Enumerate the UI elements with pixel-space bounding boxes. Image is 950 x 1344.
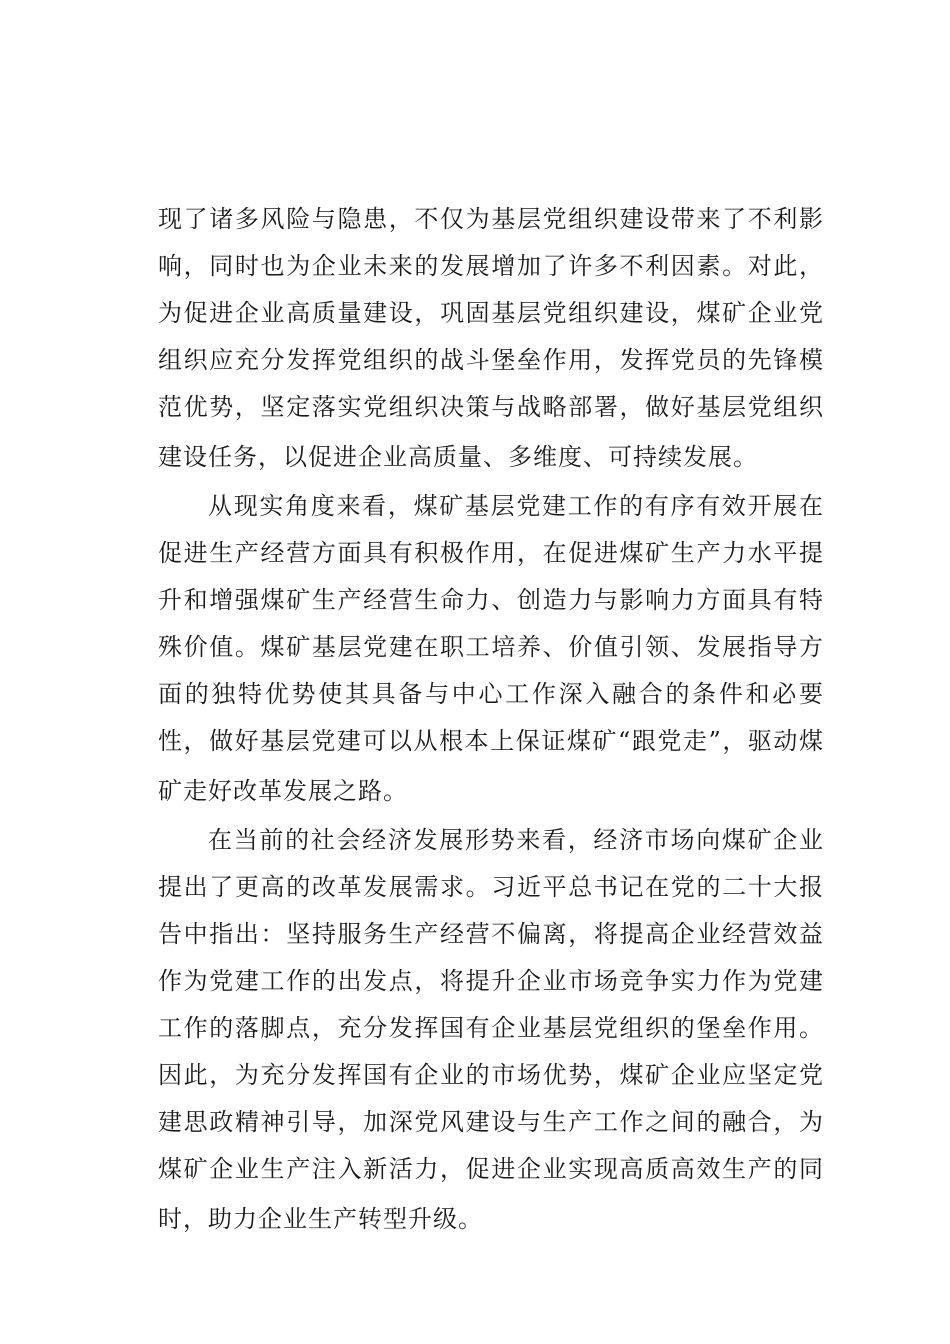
- text-line: 殊价值。煤矿基层党建在职工培养、价值引领、发展指导方: [158, 633, 824, 661]
- text-line: 提出了更高的改革发展需求。习近平总书记在党的二十大报: [158, 873, 824, 901]
- text-line: 建设任务，以促进企业高质量、多维度、可持续发展。: [158, 443, 758, 471]
- text-line: 作为党建工作的出发点，将提升企业市场竞争实力作为党建: [158, 967, 824, 995]
- text-line: 建思政精神引导，加深党风建设与生产工作之间的融合，为: [158, 1108, 824, 1136]
- text-line: 矿走好改革发展之路。: [158, 777, 408, 805]
- text-line: 响，同时也为企业未来的发展增加了许多不利因素。对此，: [158, 252, 824, 280]
- text-line: 面的独特优势使其具备与中心工作深入融合的条件和必要: [158, 680, 824, 708]
- text-line: 因此，为充分发挥国有企业的市场优势，煤矿企业应坚定党: [158, 1061, 824, 1089]
- text-line: 为促进企业高质量建设，巩固基层党组织建设，煤矿企业党: [158, 299, 824, 327]
- text-line: 煤矿企业生产注入新活力，促进企业实现高质高效生产的同: [158, 1155, 824, 1183]
- text-line: 从现实角度来看，煤矿基层党建工作的有序有效开展在: [208, 492, 824, 520]
- text-line: 范优势，坚定落实党组织决策与战略部署，做好基层党组织: [158, 393, 824, 421]
- text-line: 在当前的社会经济发展形势来看，经济市场向煤矿企业: [208, 826, 824, 854]
- text-line: 性，做好基层党建可以从根本上保证煤矿“跟党走”，驱动煤: [158, 727, 824, 755]
- text-line: 升和增强煤矿生产经营生命力、创造力与影响力方面具有特: [158, 586, 824, 614]
- text-line: 促进生产经营方面具有积极作用，在促进煤矿生产力水平提: [158, 539, 824, 567]
- text-line: 告中指出：坚持服务生产经营不偏离，将提高企业经营效益: [158, 920, 824, 948]
- text-line: 组织应充分发挥党组织的战斗堡垒作用，发挥党员的先锋模: [158, 346, 824, 374]
- body-text: [158, 196, 824, 1245]
- text-line: 时，助力企业生产转型升级。: [158, 1205, 483, 1233]
- text-line: 工作的落脚点，充分发挥国有企业基层党组织的堡垒作用。: [158, 1014, 824, 1042]
- text-line: 现了诸多风险与隐患，不仅为基层党组织建设带来了不利影: [158, 205, 824, 233]
